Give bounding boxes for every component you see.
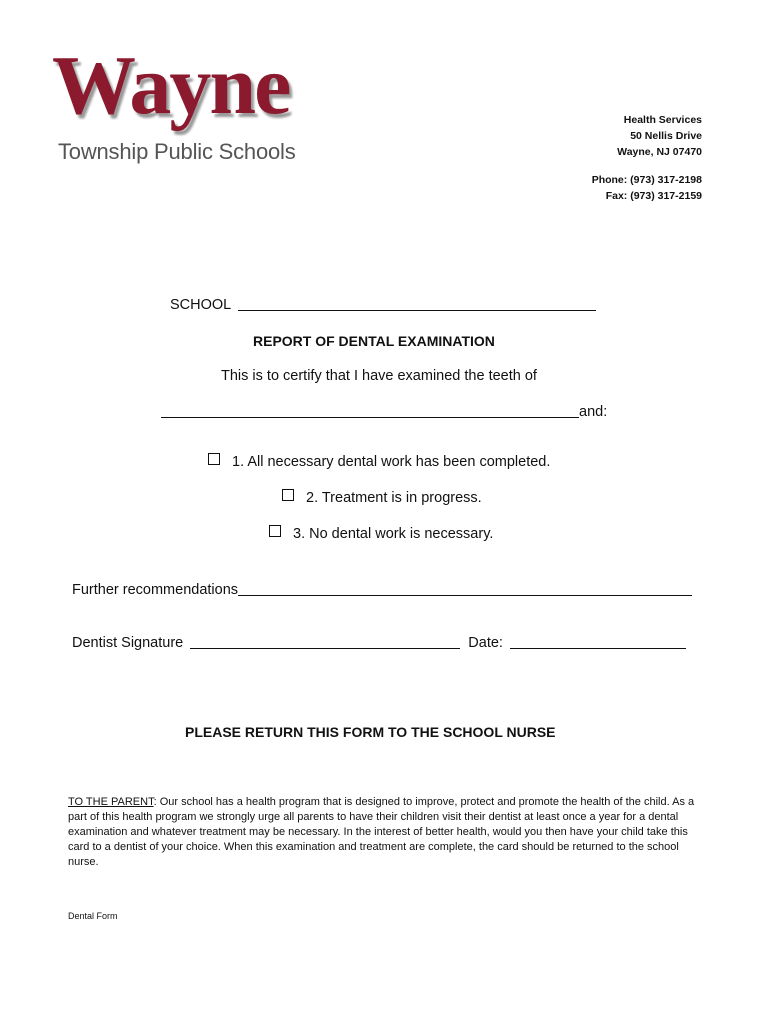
- logo-wordmark: Wayne: [52, 39, 290, 132]
- signature-row: [72, 634, 686, 651]
- form-footer: Dental Form: [68, 911, 118, 921]
- recommendations-label: Further recommendations: [72, 582, 239, 598]
- in-progress-checkbox[interactable]: [282, 489, 294, 501]
- child-name-row: [161, 403, 607, 420]
- signature-field[interactable]: [190, 634, 460, 649]
- address-block: [592, 112, 702, 204]
- option-completed: [208, 453, 550, 470]
- department-name: Health Services: [623, 114, 702, 126]
- child-name-field[interactable]: [161, 403, 579, 418]
- parent-note: [68, 795, 698, 870]
- option-in-progress-label: 2. Treatment is in progress.: [306, 490, 482, 506]
- completed-checkbox[interactable]: [208, 453, 220, 465]
- phone-number: Phone: (973) 317-2198: [591, 174, 702, 186]
- option-in-progress: [282, 489, 482, 506]
- street-address: 50 Nellis Drive: [630, 130, 702, 142]
- none-needed-checkbox[interactable]: [269, 525, 281, 537]
- school-row: [170, 296, 596, 313]
- certify-text: This is to certify that I have examined the teeth of: [221, 368, 537, 384]
- parent-note-text: : Our school has a health program that is designed to improve, protect and promote the health of the child. As a part of this health program we strongly urge all parents to have their children visit their dentist at least once a year for a dental examination and whatever treatment may be necessary. In the interest of better health, would you then have your child take this card to a dentist of your choice. When this examination and treatment are complete, the card should be returned to the school nurse.: [68, 796, 695, 868]
- school-label: SCHOOL: [170, 297, 231, 313]
- fax-number: Fax: (973) 317-2159: [605, 190, 702, 202]
- date-label: Date:: [468, 635, 503, 651]
- option-none-needed-label: 3. No dental work is necessary.: [293, 526, 494, 542]
- and-text: and:: [579, 404, 608, 420]
- option-completed-label: 1. All necessary dental work has been completed.: [232, 454, 551, 470]
- signature-label: Dentist Signature: [72, 635, 184, 651]
- form-title: REPORT OF DENTAL EXAMINATION: [253, 333, 495, 349]
- option-none-needed: [269, 525, 493, 542]
- recommendations-field[interactable]: [238, 581, 692, 596]
- return-notice: PLEASE RETURN THIS FORM TO THE SCHOOL NURSE: [185, 724, 556, 740]
- date-field[interactable]: [510, 634, 686, 649]
- school-field[interactable]: [238, 296, 596, 311]
- parent-note-label: TO THE PARENT: [68, 796, 154, 808]
- city-state-zip: Wayne, NJ 07470: [617, 146, 702, 158]
- recommendations-row: [72, 581, 692, 598]
- logo-subtitle: Township Public Schools: [58, 139, 296, 164]
